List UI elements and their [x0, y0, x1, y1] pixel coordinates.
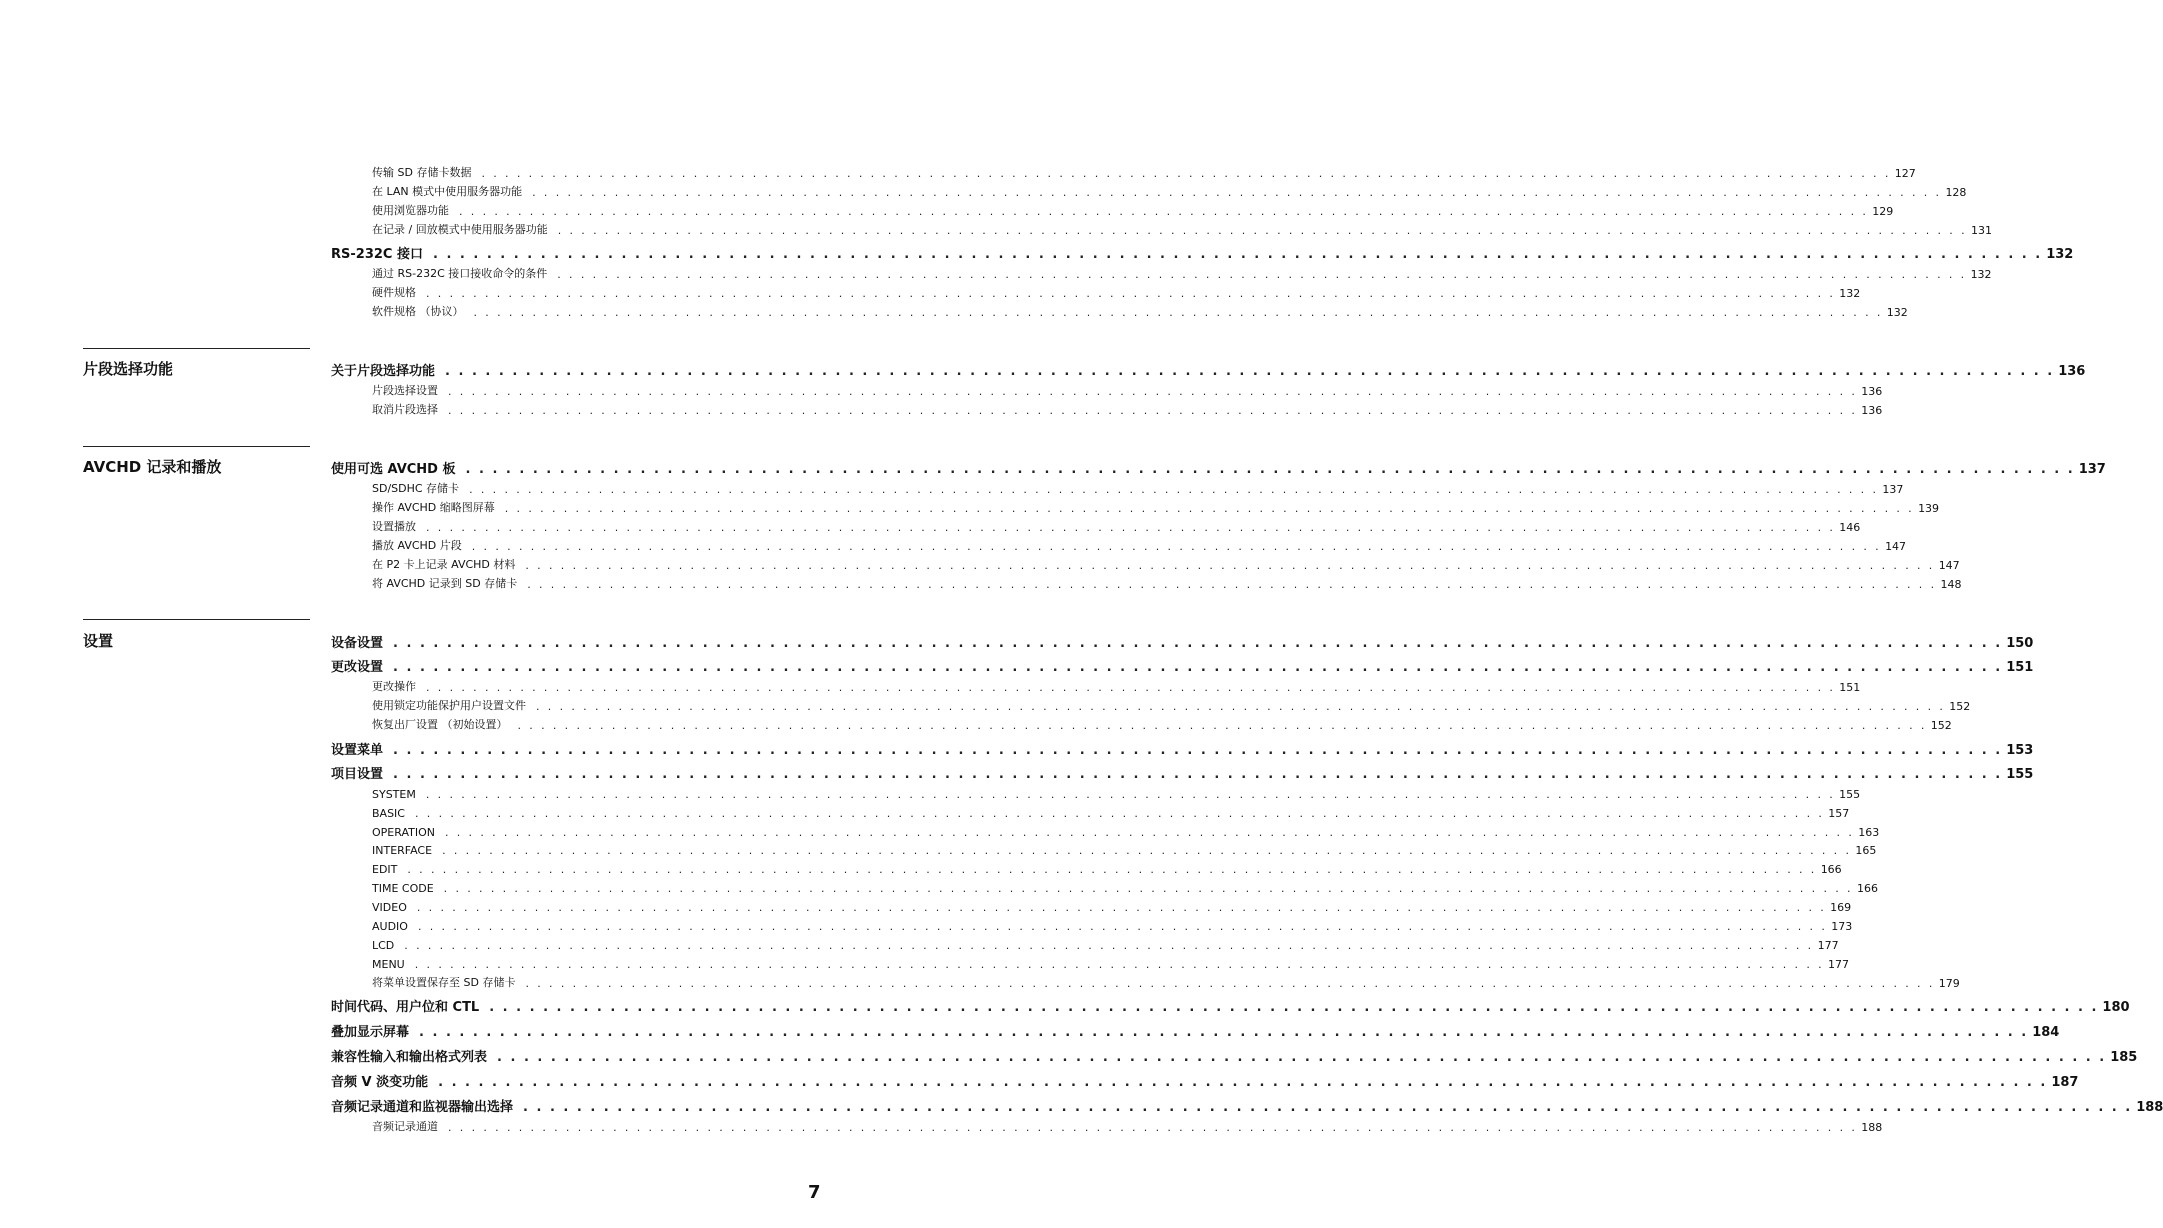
section-divider	[83, 446, 310, 447]
dot-leader: . . . . . . . . . . . . . . . . . . . . . . . . . . . . . . . . . . . . . . . . . . . . . . . . . . . . . . . . . . . . . . . . . . . . . . . . . . . . . . . . . . . . . . . . . . . . . . . . . . . . . . . . . . . . . . . . . . . . . . . .	[517, 719, 1927, 732]
dot-leader: . . . . . . . . . . . . . . . . . . . . . . . . . . . . . . . . . . . . . . . . . . . . . . . . . . . . . . . . . . . . . . . . . . . . . . . . . . . . . . . . . . . . . . . . . . . . . . . . . . . . . . . . . . . . . . . . . . . . . . . .	[448, 385, 1858, 398]
toc-entry-label: 关于片段选择功能	[331, 364, 436, 379]
toc-entry-label: INTERFACE	[372, 844, 433, 857]
toc-entry[interactable]	[331, 655, 2034, 675]
toc-entry-page: 153	[2006, 743, 2034, 758]
toc-entry-page: 188	[1861, 1121, 1883, 1134]
toc-entry-label: RS-232C 接口	[331, 247, 423, 262]
dot-leader: . . . . . . . . . . . . . . . . . . . . . . . . . . . . . . . . . . . . . . . . . . . . . . . . . . . . . . . . . . . . . . . . . . . . . . . . . . . . . . . . . . . . . . . . . . . . . . . . . . . . . . . . . . . . . . . . . . . . . . . .	[471, 540, 1882, 553]
dot-leader: . . . . . . . . . . . . . . . . . . . . . . . . . . . . . . . . . . . . . . . . . . . . . . . . . . . . . . . . . . . . . . . . . . . . . . . . . . . . . . . . . . . . . . . . . . . . . . . . . . . . . . . . . . . . . . . . . . . . . . . .	[438, 1075, 2048, 1090]
toc-entry-page: 166	[1820, 863, 1842, 876]
dot-leader: . . . . . . . . . . . . . . . . . . . . . . . . . . . . . . . . . . . . . . . . . . . . . . . . . . . . . . . . . . . . . . . . . . . . . . . . . . . . . . . . . . . . . . . . . . . . . . . . . . . . . . . . . . . . . . . . . . . . . . . .	[465, 462, 2075, 477]
toc-entry[interactable]	[372, 573, 1962, 591]
dot-leader: . . . . . . . . . . . . . . . . . . . . . . . . . . . . . . . . . . . . . . . . . . . . . . . . . . . . . . . . . . . . . . . . . . . . . . . . . . . . . . . . . . . . . . . . . . . . . . . . . . . . . . . . . . . . . . . . . . . . . . . .	[432, 247, 2043, 262]
dot-leader: . . . . . . . . . . . . . . . . . . . . . . . . . . . . . . . . . . . . . . . . . . . . . . . . . . . . . . . . . . . . . . . . . . . . . . . . . . . . . . . . . . . . . . . . . . . . . . . . . . . . . . . . . . . . . . . . . . . . . . . .	[473, 306, 1883, 319]
toc-entry[interactable]	[372, 896, 1852, 914]
toc-entry[interactable]	[372, 839, 1877, 857]
toc-entry-page: 152	[1930, 719, 1952, 732]
toc-entry[interactable]	[331, 995, 2130, 1015]
toc-entry-label: 设置菜单	[331, 743, 384, 758]
dot-leader: . . . . . . . . . . . . . . . . . . . . . . . . . . . . . . . . . . . . . . . . . . . . . . . . . . . . . . . . . . . . . . . . . . . . . . . . . . . . . . . . . . . . . . . . . . . . . . . . . . . . . . . . . . . . . . . . . . . . . . . .	[536, 700, 1946, 713]
toc-entry-page: 132	[1839, 287, 1861, 300]
toc-entry-label: 在 LAN 模式中使用服务器功能	[372, 185, 523, 198]
dot-leader: . . . . . . . . . . . . . . . . . . . . . . . . . . . . . . . . . . . . . . . . . . . . . . . . . . . . . . . . . . . . . . . . . . . . . . . . . . . . . . . . . . . . . . . . . . . . . . . . . . . . . . . . . . . . . . . . . . . . . . . .	[425, 788, 1836, 801]
dot-leader: . . . . . . . . . . . . . . . . . . . . . . . . . . . . . . . . . . . . . . . . . . . . . . . . . . . . . . . . . . . . . . . . . . . . . . . . . . . . . . . . . . . . . . . . . . . . . . . . . . . . . . . . . . . . . . . . . . . . . . . .	[414, 958, 1825, 971]
toc-entry-page: 163	[1858, 826, 1880, 839]
toc-entry-page: 131	[1971, 224, 1992, 237]
toc-entry-page: 157	[1828, 807, 1850, 820]
dot-leader: . . . . . . . . . . . . . . . . . . . . . . . . . . . . . . . . . . . . . . . . . . . . . . . . . . . . . . . . . . . . . . . . . . . . . . . . . . . . . . . . . . . . . . . . . . . . . . . . . . . . . . . . . . . . . . . . . . . . . . . .	[444, 826, 1855, 839]
toc-entry[interactable]	[372, 282, 1861, 300]
toc-entry[interactable]	[372, 877, 1878, 895]
toc-entry-page: 155	[1839, 788, 1861, 801]
section-divider	[83, 348, 310, 349]
toc-entry-page: 129	[1872, 205, 1894, 218]
toc-entry-label: 叠加显示屏幕	[331, 1025, 410, 1040]
toc-entry-label: 使用可选 AVCHD 板	[331, 462, 456, 477]
toc-entry[interactable]	[331, 738, 2034, 758]
toc-entry[interactable]	[372, 497, 1940, 515]
dot-leader: . . . . . . . . . . . . . . . . . . . . . . . . . . . . . . . . . . . . . . . . . . . . . . . . . . . . . . . . . . . . . . . . . . . . . . . . . . . . . . . . . . . . . . . . . . . . . . . . . . . . . . . . . . . . . . . . . . . . . . . .	[414, 807, 1825, 820]
toc-entry-label: 通过 RS-232C 接口接收命令的条件	[372, 267, 548, 280]
toc-entry[interactable]	[331, 242, 2074, 262]
toc-entry[interactable]	[372, 516, 1861, 534]
toc-entry[interactable]	[372, 181, 1967, 199]
toc-entry[interactable]	[331, 1020, 2060, 1040]
toc-entry[interactable]	[372, 915, 1853, 933]
toc-entry-page: 136	[2058, 364, 2086, 379]
dot-leader: . . . . . . . . . . . . . . . . . . . . . . . . . . . . . . . . . . . . . . . . . . . . . . . . . . . . . . . . . . . . . . . . . . . . . . . . . . . . . . . . . . . . . . . . . . . . . . . . . . . . . . . . . . . . . . . . . . . . . . . .	[481, 167, 1891, 180]
dot-leader: . . . . . . . . . . . . . . . . . . . . . . . . . . . . . . . . . . . . . . . . . . . . . . . . . . . . . . . . . . . . . . . . . . . . . . . . . . . . . . . . . . . . . . . . . . . . . . . . . . . . . . . . . . . . . . . . . . . . . . . .	[497, 1050, 2107, 1065]
toc-entry-label: 在 P2 卡上记录 AVCHD 材料	[372, 558, 516, 571]
toc-entry-label: LCD	[372, 939, 395, 952]
toc-entry[interactable]	[372, 200, 1894, 218]
toc-entry-label: BASIC	[372, 807, 405, 820]
toc-entry-page: 137	[2078, 462, 2106, 477]
toc-entry[interactable]	[331, 1070, 2079, 1090]
toc-entry[interactable]	[331, 631, 2034, 651]
toc-entry[interactable]	[331, 1095, 2163, 1115]
toc-entry-page: 139	[1918, 502, 1940, 515]
toc-entry-label: 软件规格 （协议）	[372, 305, 464, 318]
toc-entry-label: 在记录 / 回放模式中使用服务器功能	[372, 223, 548, 236]
toc-entry[interactable]	[331, 457, 2106, 477]
section-title: 片段选择功能	[83, 360, 174, 378]
toc-entry-label: AUDIO	[372, 920, 408, 933]
dot-leader: . . . . . . . . . . . . . . . . . . . . . . . . . . . . . . . . . . . . . . . . . . . . . . . . . . . . . . . . . . . . . . . . . . . . . . . . . . . . . . . . . . . . . . . . . . . . . . . . . . . . . . . . . . . . . . . . . . . . . . . .	[504, 502, 1915, 515]
section-title: 设置	[83, 632, 114, 650]
toc-entry[interactable]	[372, 821, 1880, 839]
toc-entry-label: 项目设置	[331, 767, 384, 782]
dot-leader: . . . . . . . . . . . . . . . . . . . . . . . . . . . . . . . . . . . . . . . . . . . . . . . . . . . . . . . . . . . . . . . . . . . . . . . . . . . . . . . . . . . . . . . . . . . . . . . . . . . . . . . . . . . . . . . . . . . . . . . .	[404, 939, 1814, 952]
dot-leader: . . . . . . . . . . . . . . . . . . . . . . . . . . . . . . . . . . . . . . . . . . . . . . . . . . . . . . . . . . . . . . . . . . . . . . . . . . . . . . . . . . . . . . . . . . . . . . . . . . . . . . . . . . . . . . . . . . . . . . . .	[445, 364, 2055, 379]
toc-entry-page: 177	[1828, 958, 1850, 971]
dot-leader: . . . . . . . . . . . . . . . . . . . . . . . . . . . . . . . . . . . . . . . . . . . . . . . . . . . . . . . . . . . . . . . . . . . . . . . . . . . . . . . . . . . . . . . . . . . . . . . . . . . . . . . . . . . . . . . . . . . . . . . .	[442, 844, 1852, 857]
dot-leader: . . . . . . . . . . . . . . . . . . . . . . . . . . . . . . . . . . . . . . . . . . . . . . . . . . . . . . . . . . . . . . . . . . . . . . . . . . . . . . . . . . . . . . . . . . . . . . . . . . . . . . . . . . . . . . . . . . . . . . . .	[407, 863, 1817, 876]
dot-leader: . . . . . . . . . . . . . . . . . . . . . . . . . . . . . . . . . . . . . . . . . . . . . . . . . . . . . . . . . . . . . . . . . . . . . . . . . . . . . . . . . . . . . . . . . . . . . . . . . . . . . . . . . . . . . . . . . . . . . . . .	[426, 287, 1836, 300]
dot-leader: . . . . . . . . . . . . . . . . . . . . . . . . . . . . . . . . . . . . . . . . . . . . . . . . . . . . . . . . . . . . . . . . . . . . . . . . . . . . . . . . . . . . . . . . . . . . . . . . . . . . . . . . . . . . . . . . . . . . . . . .	[426, 521, 1836, 534]
toc-entry-label: 将 AVCHD 记录到 SD 存储卡	[372, 577, 518, 590]
toc-entry-page: 137	[1882, 483, 1904, 496]
toc-entry-page: 147	[1885, 540, 1907, 553]
toc-entry-label: 恢复出厂设置 （初始设置）	[372, 718, 508, 731]
dot-leader: . . . . . . . . . . . . . . . . . . . . . . . . . . . . . . . . . . . . . . . . . . . . . . . . . . . . . . . . . . . . . . . . . . . . . . . . . . . . . . . . . . . . . . . . . . . . . . . . . . . . . . . . . . . . . . . . . . . . . . . .	[527, 578, 1937, 591]
dot-leader: . . . . . . . . . . . . . . . . . . . . . . . . . . . . . . . . . . . . . . . . . . . . . . . . . . . . . . . . . . . . . . . . . . . . . . . . . . . . . . . . . . . . . . . . . . . . . . . . . . . . . . . . . . . . . . . . . . . . . . . .	[525, 559, 1935, 572]
toc-entry-label: SD/SDHC 存储卡	[372, 482, 460, 495]
toc-entry-label: 将菜单设置保存至 SD 存储卡	[372, 976, 516, 989]
toc-entry-page: 148	[1940, 578, 1962, 591]
toc-entry[interactable]	[372, 934, 1839, 952]
toc-entry[interactable]	[331, 762, 2034, 782]
toc-entry-label: TIME CODE	[372, 882, 434, 895]
toc-entry-label: SYSTEM	[372, 788, 416, 801]
toc-entry-page: 152	[1949, 700, 1971, 713]
dot-leader: . . . . . . . . . . . . . . . . . . . . . . . . . . . . . . . . . . . . . . . . . . . . . . . . . . . . . . . . . . . . . . . . . . . . . . . . . . . . . . . . . . . . . . . . . . . . . . . . . . . . . . . . . . . . . . . . . . . . . . . .	[532, 186, 1942, 199]
toc-entry-label: 时间代码、用户位和 CTL	[331, 1000, 480, 1015]
dot-leader: . . . . . . . . . . . . . . . . . . . . . . . . . . . . . . . . . . . . . . . . . . . . . . . . . . . . . . . . . . . . . . . . . . . . . . . . . . . . . . . . . . . . . . . . . . . . . . . . . . . . . . . . . . . . . . . . . . . . . . . .	[393, 767, 2003, 782]
toc-entry-label: 更改设置	[331, 660, 384, 675]
toc-entry-page: 155	[2006, 767, 2034, 782]
toc-entry[interactable]	[372, 1116, 1883, 1134]
dot-leader: . . . . . . . . . . . . . . . . . . . . . . . . . . . . . . . . . . . . . . . . . . . . . . . . . . . . . . . . . . . . . . . . . . . . . . . . . . . . . . . . . . . . . . . . . . . . . . . . . . . . . . . . . . . . . . . . . . . . . . . .	[419, 1025, 2029, 1040]
dot-leader: . . . . . . . . . . . . . . . . . . . . . . . . . . . . . . . . . . . . . . . . . . . . . . . . . . . . . . . . . . . . . . . . . . . . . . . . . . . . . . . . . . . . . . . . . . . . . . . . . . . . . . . . . . . . . . . . . . . . . . . .	[448, 1121, 1858, 1134]
toc-entry[interactable]	[331, 1045, 2138, 1065]
dot-leader: . . . . . . . . . . . . . . . . . . . . . . . . . . . . . . . . . . . . . . . . . . . . . . . . . . . . . . . . . . . . . . . . . . . . . . . . . . . . . . . . . . . . . . . . . . . . . . . . . . . . . . . . . . . . . . . . . . . . . . . .	[393, 743, 2003, 758]
toc-entry[interactable]	[372, 783, 1861, 801]
toc-entry-page: 180	[2102, 1000, 2130, 1015]
toc-entry-page: 150	[2006, 636, 2034, 651]
toc-entry[interactable]	[372, 676, 1861, 694]
toc-entry[interactable]	[372, 263, 1992, 281]
toc-entry-label: 传输 SD 存储卡数据	[372, 166, 472, 179]
toc-entry-label: 播放 AVCHD 片段	[372, 539, 462, 552]
dot-leader: . . . . . . . . . . . . . . . . . . . . . . . . . . . . . . . . . . . . . . . . . . . . . . . . . . . . . . . . . . . . . . . . . . . . . . . . . . . . . . . . . . . . . . . . . . . . . . . . . . . . . . . . . . . . . . . . . . . . . . . .	[443, 882, 1853, 895]
dot-leader: . . . . . . . . . . . . . . . . . . . . . . . . . . . . . . . . . . . . . . . . . . . . . . . . . . . . . . . . . . . . . . . . . . . . . . . . . . . . . . . . . . . . . . . . . . . . . . . . . . . . . . . . . . . . . . . . . . . . . . . .	[525, 977, 1935, 990]
toc-entry[interactable]	[372, 695, 1971, 713]
toc-entry-page: 185	[2110, 1050, 2138, 1065]
toc-entry[interactable]	[372, 554, 1960, 572]
toc-entry[interactable]	[372, 972, 1960, 990]
toc-entry[interactable]	[372, 802, 1850, 820]
toc-entry[interactable]	[372, 399, 1883, 417]
dot-leader: . . . . . . . . . . . . . . . . . . . . . . . . . . . . . . . . . . . . . . . . . . . . . . . . . . . . . . . . . . . . . . . . . . . . . . . . . . . . . . . . . . . . . . . . . . . . . . . . . . . . . . . . . . . . . . . . . . . . . . . .	[459, 205, 1869, 218]
toc-entry[interactable]	[372, 714, 1952, 732]
toc-entry[interactable]	[372, 380, 1883, 398]
toc-entry-label: MENU	[372, 958, 405, 971]
toc-entry-label: 音频 V 淡变功能	[331, 1075, 429, 1090]
toc-entry-page: 165	[1855, 844, 1877, 857]
toc-entry[interactable]	[372, 162, 1916, 180]
dot-leader: . . . . . . . . . . . . . . . . . . . . . . . . . . . . . . . . . . . . . . . . . . . . . . . . . . . . . . . . . . . . . . . . . . . . . . . . . . . . . . . . . . . . . . . . . . . . . . . . . . . . . . . . . . . . . . . . . . . . . . . .	[557, 268, 1967, 281]
toc-entry-label: OPERATION	[372, 826, 435, 839]
dot-leader: . . . . . . . . . . . . . . . . . . . . . . . . . . . . . . . . . . . . . . . . . . . . . . . . . . . . . . . . . . . . . . . . . . . . . . . . . . . . . . . . . . . . . . . . . . . . . . . . . . . . . . . . . . . . . . . . . . . . . . . .	[469, 483, 1879, 496]
toc-entry-page: 132	[1970, 268, 1992, 281]
dot-leader: . . . . . . . . . . . . . . . . . . . . . . . . . . . . . . . . . . . . . . . . . . . . . . . . . . . . . . . . . . . . . . . . . . . . . . . . . . . . . . . . . . . . . . . . . . . . . . . . . . . . . . . . . . . . . . . . . . . . . . . .	[417, 920, 1828, 933]
toc-entry-label: 片段选择设置	[372, 384, 438, 397]
toc-entry-page: 179	[1938, 977, 1960, 990]
toc-entry-page: 187	[2051, 1075, 2079, 1090]
toc-entry-label: 音频记录通道和监视器输出选择	[331, 1100, 514, 1115]
toc-entry-page: 128	[1945, 186, 1967, 199]
toc-entry-label: VIDEO	[372, 901, 407, 914]
toc-entry-page: 151	[1839, 681, 1861, 694]
page-number: 7	[808, 1182, 821, 1203]
toc-entry-label: EDIT	[372, 863, 398, 876]
toc-entry-page: 132	[2046, 247, 2074, 262]
toc-entry[interactable]	[372, 858, 1842, 876]
toc-entry-page: 151	[2006, 660, 2034, 675]
section-title: AVCHD 记录和播放	[83, 458, 222, 476]
toc-entry-page: 184	[2032, 1025, 2060, 1040]
toc-entry-page: 147	[1938, 559, 1960, 572]
toc-entry-page: 136	[1861, 404, 1883, 417]
toc-entry-label: 使用浏览器功能	[372, 204, 449, 217]
toc-entry-label: 取消片段选择	[372, 403, 438, 416]
toc-entry-page: 173	[1831, 920, 1853, 933]
toc-entry-label: 操作 AVCHD 缩略图屏幕	[372, 501, 495, 514]
toc-entry-page: 127	[1894, 167, 1916, 180]
toc-entry-page: 136	[1861, 385, 1883, 398]
toc-entry-label: 更改操作	[372, 680, 416, 693]
dot-leader: . . . . . . . . . . . . . . . . . . . . . . . . . . . . . . . . . . . . . . . . . . . . . . . . . . . . . . . . . . . . . . . . . . . . . . . . . . . . . . . . . . . . . . . . . . . . . . . . . . . . . . . . . . . . . . . . . . . . . . . .	[448, 404, 1858, 417]
toc-entry[interactable]	[372, 953, 1850, 971]
dot-leader: . . . . . . . . . . . . . . . . . . . . . . . . . . . . . . . . . . . . . . . . . . . . . . . . . . . . . . . . . . . . . . . . . . . . . . . . . . . . . . . . . . . . . . . . . . . . . . . . . . . . . . . . . . . . . . . . . . . . . . . .	[557, 224, 1967, 237]
dot-leader: . . . . . . . . . . . . . . . . . . . . . . . . . . . . . . . . . . . . . . . . . . . . . . . . . . . . . . . . . . . . . . . . . . . . . . . . . . . . . . . . . . . . . . . . . . . . . . . . . . . . . . . . . . . . . . . . . . . . . . . .	[393, 660, 2003, 675]
toc-entry-label: 使用锁定功能保护用户设置文件	[372, 699, 526, 712]
toc-entry[interactable]	[331, 359, 2086, 379]
toc-entry[interactable]	[372, 535, 1907, 553]
toc-entry-label: 硬件规格	[372, 286, 416, 299]
toc-entry-label: 音频记录通道	[372, 1120, 438, 1133]
toc-entry-page: 132	[1886, 306, 1908, 319]
toc-entry-page: 177	[1817, 939, 1839, 952]
toc-entry[interactable]	[372, 301, 1908, 319]
toc-entry[interactable]	[372, 219, 1992, 237]
toc-entry-label: 设备设置	[331, 636, 384, 651]
section-divider	[83, 619, 310, 620]
toc-entry-page: 166	[1856, 882, 1878, 895]
dot-leader: . . . . . . . . . . . . . . . . . . . . . . . . . . . . . . . . . . . . . . . . . . . . . . . . . . . . . . . . . . . . . . . . . . . . . . . . . . . . . . . . . . . . . . . . . . . . . . . . . . . . . . . . . . . . . . . . . . . . . . . .	[426, 681, 1836, 694]
dot-leader: . . . . . . . . . . . . . . . . . . . . . . . . . . . . . . . . . . . . . . . . . . . . . . . . . . . . . . . . . . . . . . . . . . . . . . . . . . . . . . . . . . . . . . . . . . . . . . . . . . . . . . . . . . . . . . . . . . . . . . . .	[489, 1000, 2099, 1015]
toc-entry-page: 188	[2136, 1100, 2163, 1115]
toc-entry-page: 169	[1830, 901, 1852, 914]
toc-entry[interactable]	[372, 478, 1904, 496]
dot-leader: . . . . . . . . . . . . . . . . . . . . . . . . . . . . . . . . . . . . . . . . . . . . . . . . . . . . . . . . . . . . . . . . . . . . . . . . . . . . . . . . . . . . . . . . . . . . . . . . . . . . . . . . . . . . . . . . . . . . . . . .	[416, 901, 1827, 914]
dot-leader: . . . . . . . . . . . . . . . . . . . . . . . . . . . . . . . . . . . . . . . . . . . . . . . . . . . . . . . . . . . . . . . . . . . . . . . . . . . . . . . . . . . . . . . . . . . . . . . . . . . . . . . . . . . . . . . . . . . . . . . .	[393, 636, 2003, 651]
toc-entry-label: 设置播放	[372, 520, 416, 533]
toc-entry-page: 146	[1839, 521, 1861, 534]
toc-entry-label: 兼容性输入和输出格式列表	[331, 1050, 488, 1065]
dot-leader: . . . . . . . . . . . . . . . . . . . . . . . . . . . . . . . . . . . . . . . . . . . . . . . . . . . . . . . . . . . . . . . . . . . . . . . . . . . . . . . . . . . . . . . . . . . . . . . . . . . . . . . . . . . . . . . . . . . . . . . .	[523, 1100, 2133, 1115]
